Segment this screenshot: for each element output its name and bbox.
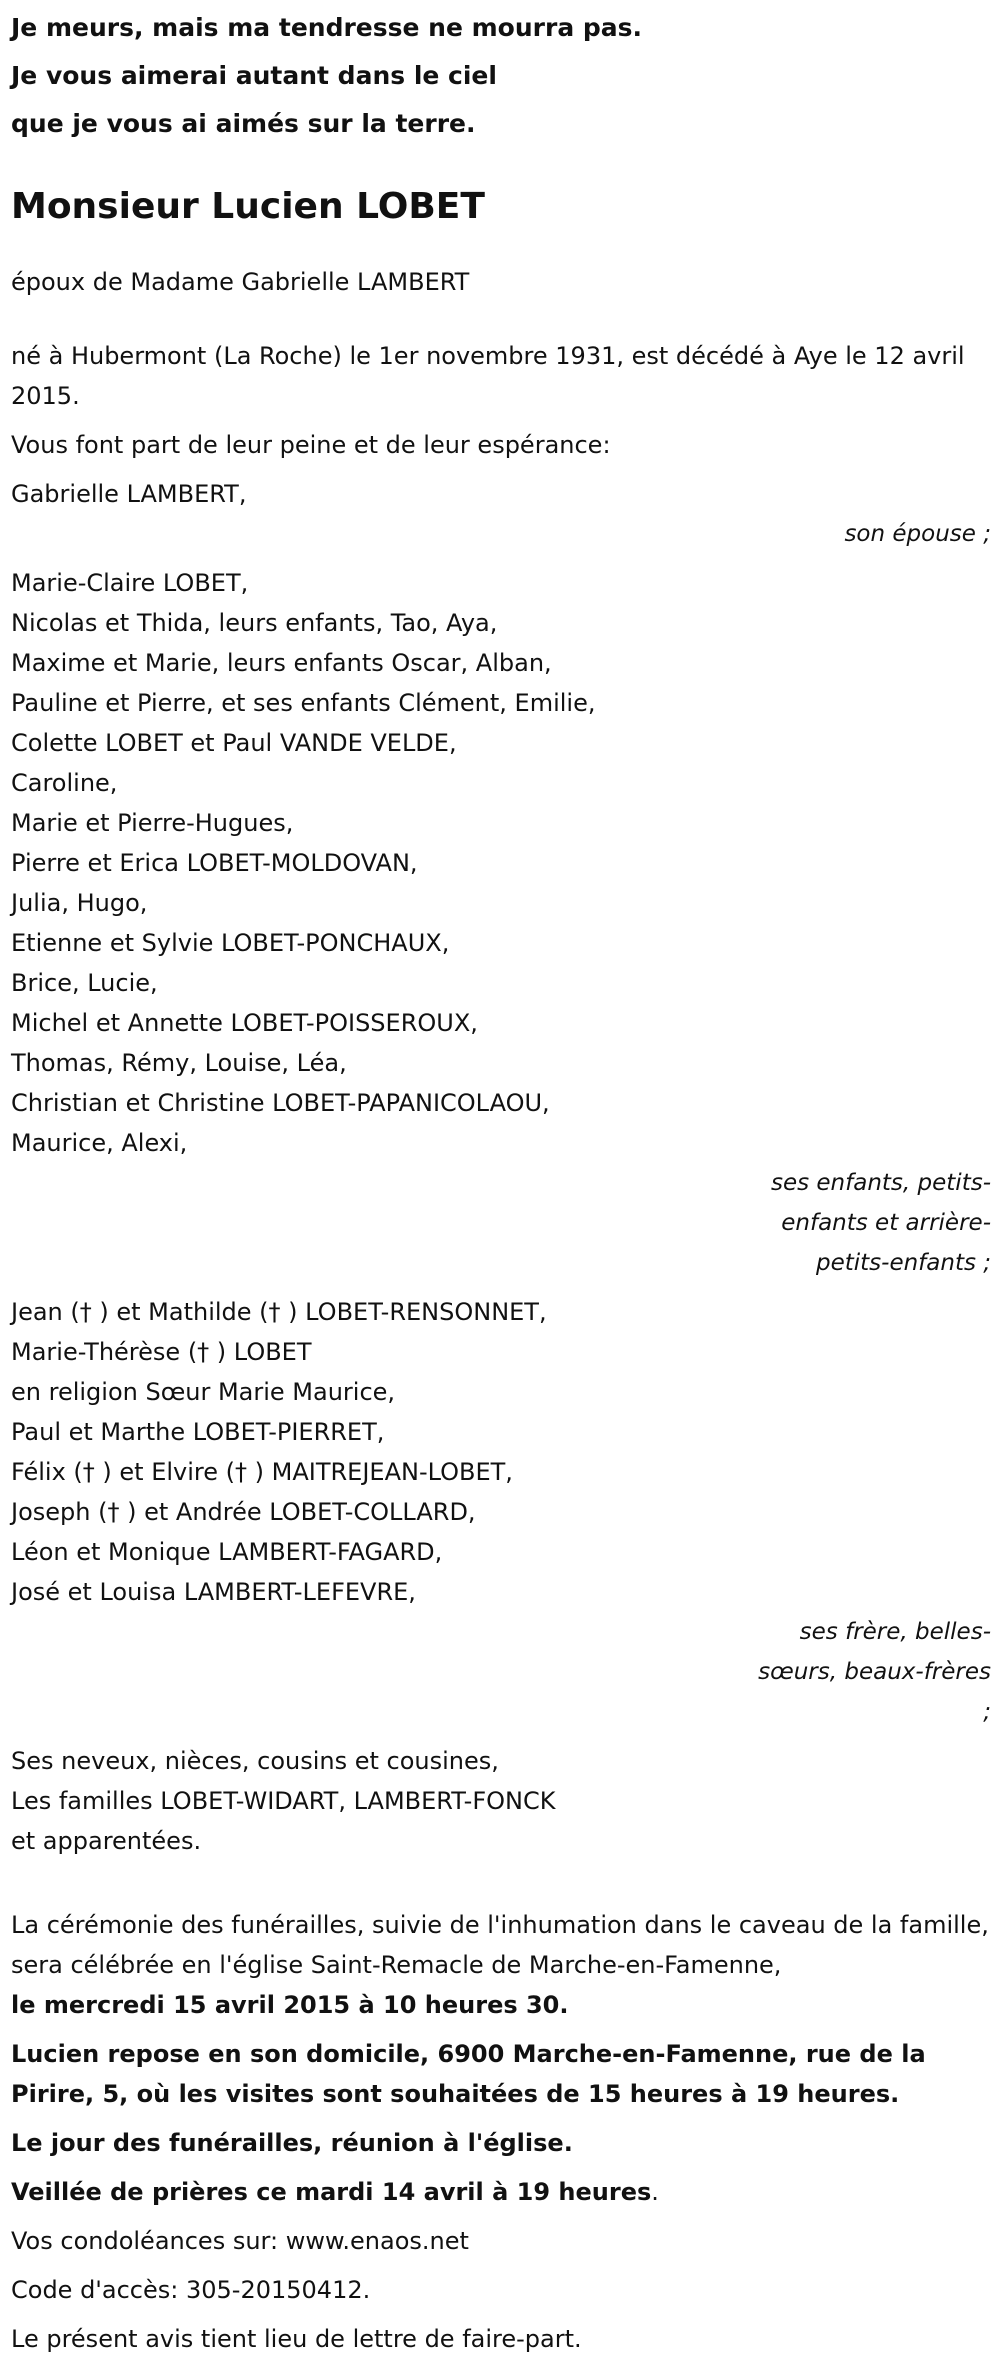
meeting-notice: Le jour des funérailles, réunion à l'église. [11, 2129, 573, 2157]
opening-poem [11, 4, 991, 148]
spacer [11, 1861, 991, 1905]
family-name-line: Pierre et Erica LOBET-MOLDOVAN, [11, 849, 418, 877]
family-name-line: Jean († ) et Mathilde († ) LOBET-RENSONNET, [11, 1298, 547, 1326]
family-name-line: Marie-Thérèse († ) LOBET [11, 1338, 312, 1366]
announce-line: Vous font part de leur peine et de leur espérance: [11, 431, 611, 459]
family-name-line: Brice, Lucie, [11, 969, 158, 997]
family-name-line: Félix († ) et Elvire († ) MAITREJEAN-LOBET, [11, 1458, 513, 1486]
family-name-line: Julia, Hugo, [11, 889, 148, 917]
siblings-group [11, 1292, 991, 1612]
relatives-group [11, 1741, 991, 1861]
obituary-notice [11, 4, 991, 2368]
poem-line: que je vous ai aimés sur la terre. [11, 109, 476, 138]
family-name-line: Etienne et Sylvie LOBET-PONCHAUX, [11, 929, 450, 957]
family-name-line: Michel et Annette LOBET-POISSEROUX, [11, 1009, 478, 1037]
family-name-line: Pauline et Pierre, et ses enfants Clément, Emilie, [11, 689, 596, 717]
poem-line: Je meurs, mais ma tendresse ne mourra pas. [11, 13, 643, 42]
family-name-line: Nicolas et Thida, leurs enfants, Tao, Aya, [11, 609, 498, 637]
ceremony-text: La cérémonie des funérailles, suivie de l'inhumation dans le caveau de la famille, sera célébrée en l'église Saint-Remacle de Marche-en-Famenne, [11, 1911, 989, 1979]
family-name-line: Gabrielle LAMBERT, [11, 480, 247, 508]
ceremony-block [11, 1905, 991, 2025]
family-name-line: Paul et Marthe LOBET-PIERRET, [11, 1418, 385, 1446]
relatives-line: et apparentées. [11, 1827, 202, 1855]
deceased-name: Monsieur Lucien LOBET [11, 186, 485, 227]
spouse-group [11, 474, 991, 514]
family-name-line: Léon et Monique LAMBERT-FAGARD, [11, 1538, 443, 1566]
relatives-line: Ses neveux, nièces, cousins et cousines, [11, 1747, 499, 1775]
relatives-line: Les familles LOBET-WIDART, LAMBERT-FONCK [11, 1787, 556, 1815]
siblings-role: ses frère, belles-sœurs, beaux-frères ; [758, 1619, 991, 1725]
family-name-line: en religion Sœur Marie Maurice, [11, 1378, 396, 1406]
vigil-text: Veillée de prières ce mardi 14 avril à 19 heures [11, 2178, 652, 2206]
children-group [11, 563, 991, 1163]
children-role: ses enfants, petits-enfants et arrière-petits-enfants ; [770, 1170, 991, 1276]
family-name-line: Christian et Christine LOBET-PAPANICOLAOU, [11, 1089, 550, 1117]
spouse-role: son épouse ; [844, 521, 991, 547]
spouse-line: époux de Madame Gabrielle LAMBERT [11, 268, 470, 296]
family-name-line: Joseph († ) et Andrée LOBET-COLLARD, [11, 1498, 476, 1526]
family-name-line: José et Louisa LAMBERT-LEFEVRE, [11, 1578, 416, 1606]
family-name-line: Caroline, [11, 769, 118, 797]
family-name-line: Maxime et Marie, leurs enfants Oscar, Alban, [11, 649, 552, 677]
family-name-line: Thomas, Rémy, Louise, Léa, [11, 1049, 347, 1077]
birth-death-line: né à Hubermont (La Roche) le 1er novembre 1931, est décédé à Aye le 12 avril 2015. [11, 342, 965, 410]
family-name-line: Marie et Pierre-Hugues, [11, 809, 294, 837]
vigil-period: . [651, 2178, 659, 2206]
poem-line: Je vous aimerai autant dans le ciel [11, 61, 497, 90]
condolences-line: Vos condoléances sur: www.enaos.net [11, 2227, 469, 2255]
family-name-line: Maurice, Alexi, [11, 1129, 188, 1157]
spacer [11, 311, 991, 336]
ceremony-date: le mercredi 15 avril 2015 à 10 heures 30. [11, 1991, 569, 2019]
access-code-line: Code d'accès: 305-20150412. [11, 2276, 371, 2304]
family-name-line: Colette LOBET et Paul VANDE VELDE, [11, 729, 457, 757]
family-name-line: Marie-Claire LOBET, [11, 569, 249, 597]
vigil-notice [11, 2172, 991, 2212]
closing-line: Le présent avis tient lieu de lettre de faire-part. [11, 2325, 582, 2353]
rest-notice: Lucien repose en son domicile, 6900 Marche-en-Famenne, rue de la Pirire, 5, où les visites sont souhaitées de 15 heures à 19 heures. [11, 2040, 926, 2108]
